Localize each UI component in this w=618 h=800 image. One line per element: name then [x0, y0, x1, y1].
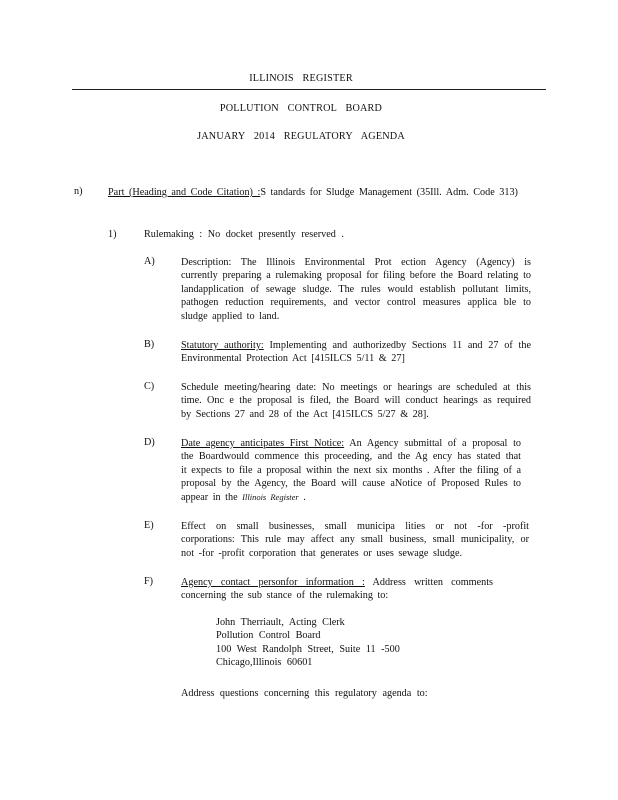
item-a-description: Description: The Illinois Environmental Prot ection Agency (Agency) is currently preparing a rulemaking proposal for filing before the Board relating to landapplication of sewage sludge. The rules would establish pollutant limits, pathogen reduction requirements, and vector control measures applica ble to sludge applied to land. — [181, 257, 531, 322]
item-d-tail: . — [298, 491, 306, 503]
board-title: POLLUTION CONTROL BOARD — [219, 103, 383, 114]
item-f-body: Address written comments concerning the sub stance of the rulemaking to: — [181, 577, 494, 602]
item-b-body: Implementing and authorizedby Sections 11 and 27 of the Environmental Protection Act [415ILCS 5/11 & 27] — [181, 340, 531, 365]
register-title: ILLINOIS REGISTER — [249, 73, 353, 84]
item-1-label: 1) — [108, 229, 117, 240]
address-city: Chicago,Illinois 60601 — [216, 657, 313, 669]
item-n-heading-lead: Part (Heading and Code Citation) : — [108, 187, 261, 198]
item-d-lead: Date agency anticipates First Notice: — [181, 438, 345, 449]
item-1-text — [144, 229, 344, 240]
item-b-lead: Statutory authority: — [181, 340, 264, 351]
header-rule — [72, 89, 546, 90]
item-b-label: B) — [144, 339, 155, 350]
item-d-body: An Agency submittal of a proposal to the Boardwould commence this proceeding, and the Ag ency has stated that it expects to file a proposal within the next six months . After the filing of a proposal by the Agency, the Board will cause aNotice of Proposed Rules to appear in the — [181, 438, 521, 503]
item-n-heading-rest: S tandards for Sludge Management (35Ill. Adm. Code 313) — [260, 187, 518, 198]
item-n-label: n) — [74, 186, 83, 197]
item-1-title: Rulemaking — [144, 229, 194, 240]
item-e-small-business: Effect on small businesses, small municipa lities or not -for -profit corporations: This rule may affect any small business, small municipality, or not -for -profit corporation that generates or uses sewage sludge. — [181, 521, 529, 559]
item-f-label: F) — [144, 576, 154, 587]
item-d-label: D) — [144, 437, 155, 448]
mailing-address — [216, 616, 400, 670]
agenda-title: JANUARY 2014 REGULATORY AGENDA — [197, 131, 405, 142]
item-a-label: A) — [144, 256, 155, 267]
item-e-label: E) — [144, 520, 154, 531]
item-n-heading — [108, 186, 532, 199]
address-street: 100 West Randolph Street, Suite 11 -500 — [216, 643, 400, 655]
item-f-lead: Agency contact personfor information : — [181, 577, 365, 588]
item-c-label: C) — [144, 381, 155, 392]
illinois-register-citation: Illinois Register — [242, 491, 299, 502]
item-f-contact — [181, 576, 493, 603]
address-name: John Therriault, Acting Clerk — [216, 617, 345, 628]
item-c-schedule: Schedule meeting/hearing date: No meetings or hearings are scheduled at this time. Onc e the proposal is filed, the Board will conduct hearings as required by Sections 27 and 28 of the Act [415ILCS 5/27 & 28]. — [181, 382, 531, 420]
closing-line: Address questions concerning this regulatory agenda to: — [181, 688, 428, 699]
address-org: Pollution Control Board — [216, 630, 321, 642]
item-d-first-notice — [181, 437, 521, 504]
item-b-statutory — [181, 339, 531, 366]
item-1-body: : No docket presently reserved . — [193, 229, 344, 240]
